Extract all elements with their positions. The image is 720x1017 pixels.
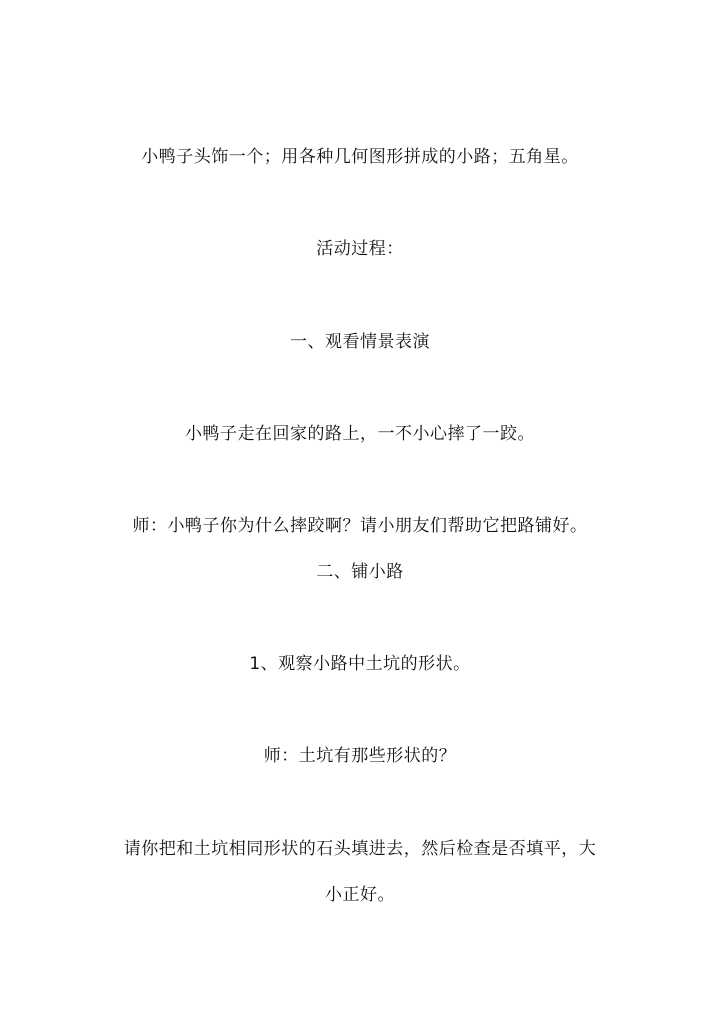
materials-line: 小鸭子头饰一个；用各种几何图形拼成的小路；五角星。 [141,147,579,167]
story-line: 小鸭子走在回家的路上，一不小心摔了一跤。 [185,424,535,444]
teacher-line-2: 师：土坑有那些形状的？ [263,746,457,766]
instruction-line-continued: 小正好。 [325,885,395,905]
instruction-line: 请你把和土坑相同形状的石头填进去，然后检查是否填平，大 [123,839,597,859]
section-one-heading: 一、观看情景表演 [290,332,430,352]
section-two-heading: 二、铺小路 [316,562,404,582]
activity-process-heading: 活动过程： [316,239,404,259]
teacher-line-1: 师：小鸭子你为什么摔跤啊？请小朋友们帮助它把路铺好。 [132,516,588,536]
step-one-line: 1、观察小路中土坑的形状。 [249,654,471,674]
